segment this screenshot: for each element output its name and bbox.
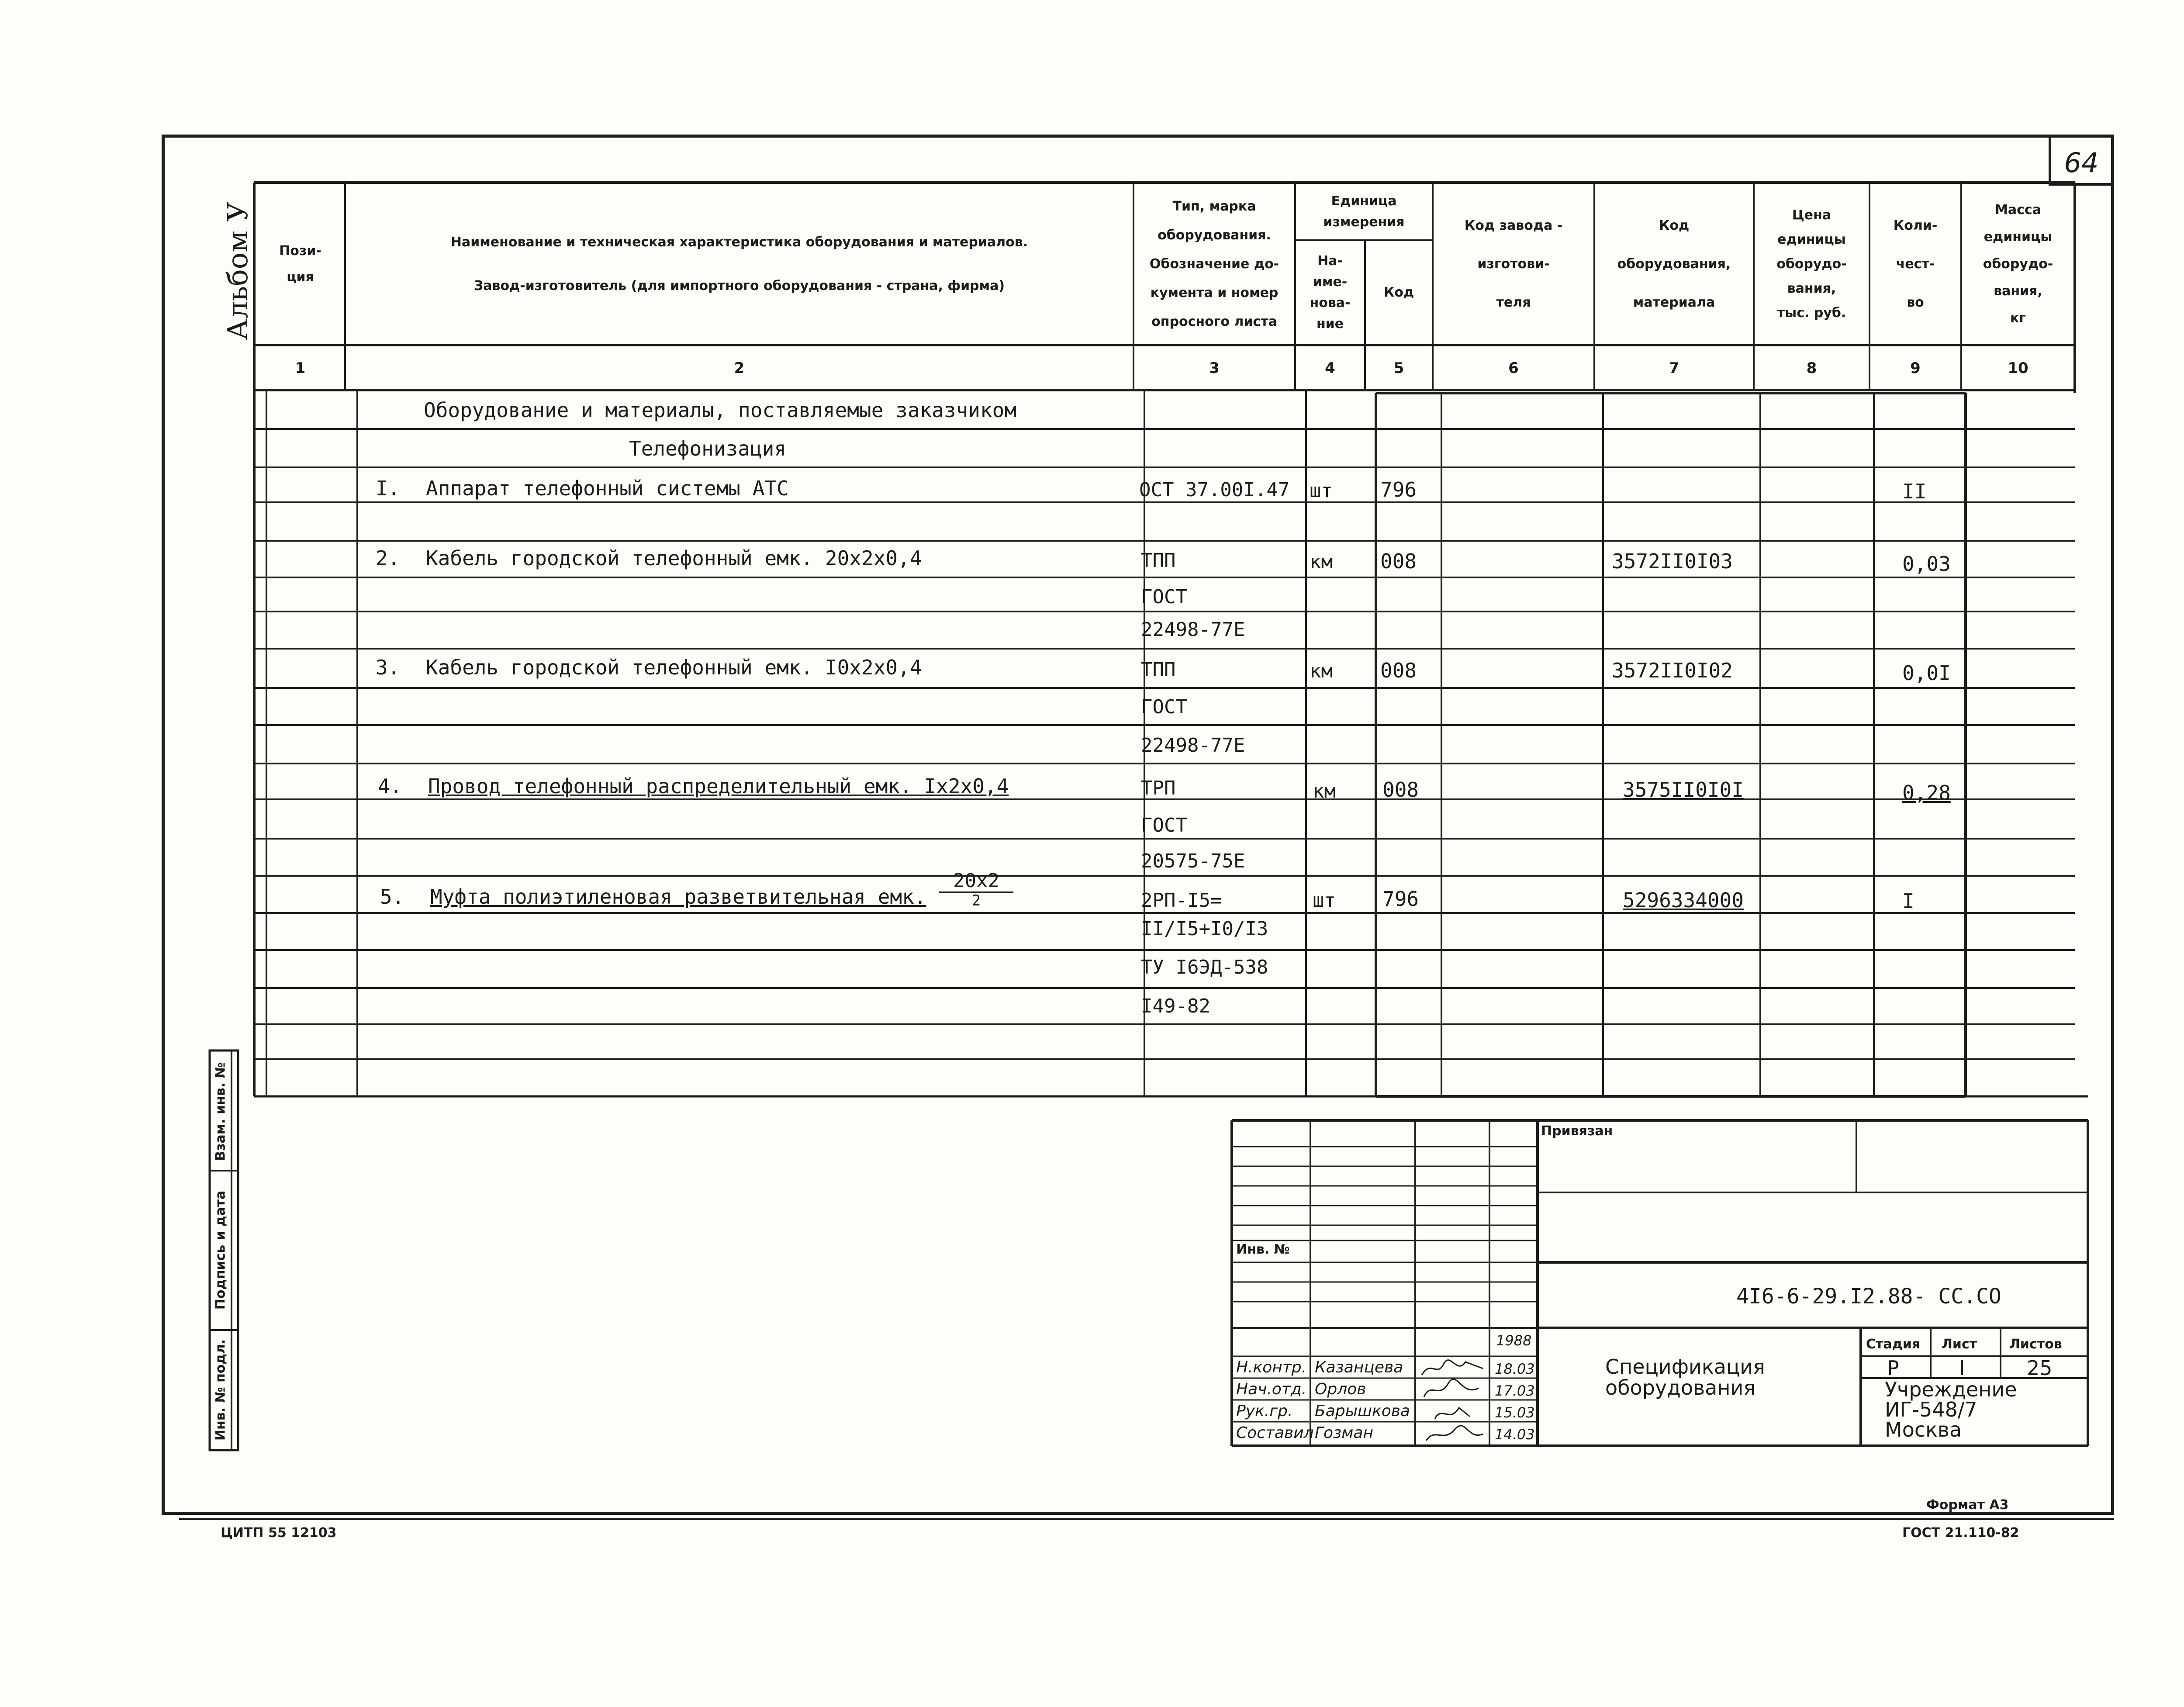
colnum-6: 6 [1508, 359, 1519, 377]
item-4-code: 3575II0I0I [1623, 778, 1744, 802]
item-5-fraction-top: 20х2 [939, 871, 1013, 893]
item-2-type-0: ТПП [1141, 549, 1176, 572]
colnum-10: 10 [2008, 359, 2028, 377]
header-pos: Пози- ция [279, 243, 321, 285]
item-1-name: Аппарат телефонный системы АТС [426, 477, 789, 500]
item-4-type-1: ГОСТ [1141, 814, 1187, 836]
item-4-type-2: 20575-75Е [1141, 850, 1245, 872]
colnum-3: 3 [1209, 359, 1220, 377]
side-stamp-inv: Инв. № подл. [213, 1339, 228, 1441]
item-4-type-0: ТРП [1141, 777, 1176, 799]
item-5-name: Муфта полиэтиленовая разветвительная емк. [430, 885, 926, 909]
section-title: Оборудование и материалы, поставляемые заказчиком [424, 398, 1017, 422]
item-5-qty: I [1902, 889, 1914, 913]
item-2-type-1: ГОСТ [1141, 586, 1187, 608]
item-1-qty: II [1902, 480, 1927, 503]
side-stamp-vzam: Взам. инв. № [213, 1062, 228, 1161]
item-5-fraction-bottom: 2 [971, 892, 981, 909]
signer-4-role: Составил [1236, 1424, 1314, 1442]
colnum-4: 4 [1325, 359, 1335, 377]
item-3-name: Кабель городской телефонный емк. I0х2х0,4 [426, 656, 922, 679]
signer-3-date: 15.03 [1495, 1404, 1535, 1421]
item-1-num: I. [376, 477, 400, 500]
signer-4-name: Гозман [1315, 1424, 1373, 1442]
header-unit-group: Единица измерения [1323, 194, 1405, 230]
signer-3-role: Рук.гр. [1236, 1402, 1293, 1420]
item-5-fraction [939, 871, 1013, 908]
sheet-label: Лист [1942, 1337, 1977, 1352]
item-3-code: 3572II0I02 [1612, 659, 1733, 682]
header-unit-code: Код [1383, 285, 1414, 300]
colnum-1: 1 [295, 359, 306, 377]
privyazan-label: Привязан [1541, 1123, 1613, 1139]
item-2-num: 2. [376, 546, 400, 570]
item-3-type-0: ТПП [1141, 659, 1176, 681]
signer-1-name: Казанцева [1315, 1358, 1403, 1376]
signature-marks [1417, 1358, 1487, 1445]
inv-no-label: Инв. № [1236, 1242, 1290, 1257]
footer-left: ЦИТП 55 12103 [221, 1525, 337, 1541]
signer-3-name: Барышкова [1315, 1402, 1410, 1420]
footer-right: ГОСТ 21.110-82 [1902, 1525, 2019, 1541]
item-4-qty: 0,28 [1902, 781, 1951, 805]
item-5-type-2: ТУ I6ЭД-538 [1141, 956, 1268, 978]
subsection-title: Телефонизация [629, 437, 787, 460]
sheets: 25 [2027, 1356, 2053, 1380]
side-stamp-podpis: Подпись и дата [213, 1190, 228, 1310]
item-2-qty: 0,03 [1902, 552, 1951, 576]
header-mass: Масса единицы оборудо- вания, кг [1983, 202, 2053, 326]
header-price: Цена единицы оборудо- вания, тыс. руб. [1776, 207, 1847, 321]
item-5-type-3: I49-82 [1141, 995, 1210, 1017]
doc-title: Спецификация оборудования [1605, 1355, 1765, 1399]
organization: Учреждение ИГ-548/7 Москва [1885, 1378, 2017, 1441]
signer-1-date: 18.03 [1495, 1361, 1535, 1377]
item-4-unit-code: 008 [1382, 778, 1419, 802]
item-5-num: 5. [380, 885, 404, 909]
item-3-num: 3. [376, 656, 400, 679]
item-5-type-1: II/I5+I0/I3 [1141, 918, 1268, 940]
item-2-code: 3572II0I03 [1612, 549, 1733, 573]
item-3-unit-code: 008 [1380, 659, 1417, 682]
item-2-unit-code: 008 [1380, 549, 1417, 573]
item-1-unit: шт [1310, 480, 1333, 502]
item-5-unit-code: 796 [1382, 887, 1419, 911]
colnum-9: 9 [1910, 359, 1921, 377]
item-1-unit-code: 796 [1380, 478, 1417, 501]
sheet: I [1959, 1356, 1965, 1380]
item-3-unit: км [1310, 660, 1333, 682]
header-type: Тип, марка оборудования. Обозначение до- кумента и номер опросного листа [1149, 199, 1279, 329]
signer-1-role: Н.контр. [1236, 1358, 1307, 1376]
colnum-8: 8 [1806, 359, 1817, 377]
sheets-label: Листов [2009, 1337, 2062, 1352]
year: 1988 [1496, 1332, 1532, 1349]
item-4-name: Провод телефонный распределительный емк. Iх2х0,4 [428, 774, 1009, 798]
item-5-unit: шт [1313, 889, 1336, 912]
stage: Р [1887, 1356, 1899, 1380]
item-4-unit: км [1313, 780, 1336, 802]
header-name: Наименование и техническая характеристика оборудования и материалов. Завод-изготовитель (для импортного оборудования - страна, фирма) [450, 235, 1028, 294]
item-1-type-0: ОСТ 37.00I.47 [1139, 479, 1290, 501]
item-5-code: 5296334000 [1623, 888, 1744, 912]
item-4-num: 4. [378, 774, 402, 798]
signer-2-date: 17.03 [1495, 1382, 1535, 1399]
item-2-unit: км [1310, 551, 1333, 573]
item-3-qty: 0,0I [1902, 661, 1951, 685]
colnum-5: 5 [1393, 359, 1404, 377]
signer-2-name: Орлов [1315, 1380, 1366, 1398]
item-5-type-0: 2РП-I5= [1141, 889, 1222, 912]
signer-2-role: Нач.отд. [1236, 1380, 1307, 1398]
colnum-7: 7 [1669, 359, 1679, 377]
item-3-type-1: ГОСТ [1141, 696, 1187, 718]
designation: 4I6-6-29.I2.88- СС.СО [1736, 1284, 2001, 1309]
sheet-number: 64 [2064, 147, 2099, 179]
signer-4-date: 14.03 [1495, 1426, 1535, 1443]
item-2-name: Кабель городской телефонный емк. 20х2х0,4 [426, 546, 922, 570]
album-label-text: Альбом У [222, 201, 254, 340]
colnum-2: 2 [734, 359, 745, 377]
item-3-type-2: 22498-77Е [1141, 734, 1245, 757]
header-equipment-code: Код оборудования, материала [1617, 218, 1731, 310]
header-unit-name: На- име- нова- ние [1310, 253, 1351, 332]
header-factory-code: Код завода - изготови- теля [1464, 218, 1563, 310]
header-qty: Коли- чест- во [1893, 218, 1938, 310]
format-label: Формат А3 [1926, 1497, 2009, 1513]
stage-label: Стадия [1866, 1337, 1921, 1352]
item-2-type-2: 22498-77Е [1141, 619, 1245, 641]
